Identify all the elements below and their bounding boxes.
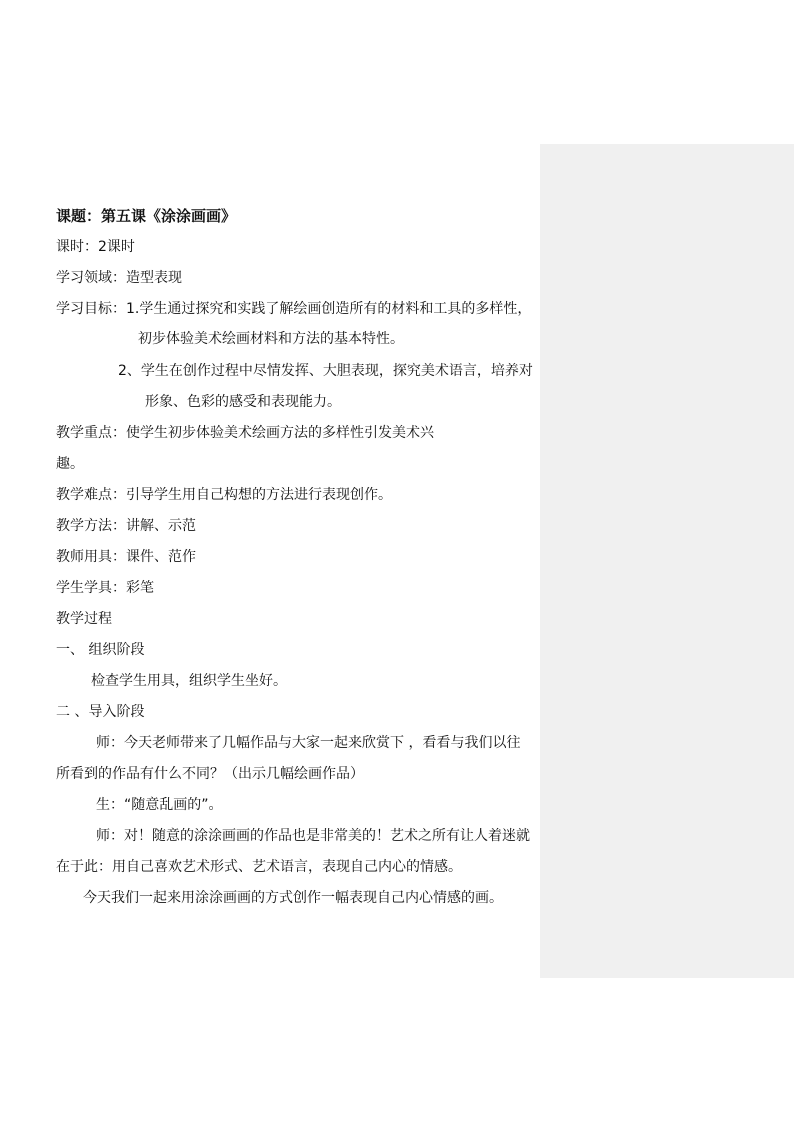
stage-1-heading: 一、 组织阶段 [56, 642, 145, 658]
teaching-difficulty: 教学难点：引导学生用自己构想的方法进行表现创作。 [56, 487, 392, 503]
key-point-line-2: 趣。 [56, 456, 84, 472]
comment-pane [540, 144, 794, 978]
paragraph-1-line-2: 所看到的作品有什么不同？（出示几幅绘画作品） [56, 766, 364, 782]
teaching-method: 教学方法：讲解、示范 [56, 518, 196, 534]
teacher-tools: 教师用具：课件、范作 [56, 549, 196, 565]
learning-goal-2-line-2: 形象、色彩的感受和表现能力。 [145, 394, 341, 410]
lesson-title: 课题：第五课《涂涂画画》 [56, 207, 237, 225]
learning-goal-1-line-1: 学习目标：1.学生通过探究和实践了解绘画创造所有的材料和工具的多样性， [56, 301, 532, 317]
learning-goal-2-line-1: 2、学生在创作过程中尽情发挥、大胆表现，探究美术语言，培养对 [118, 363, 533, 379]
paragraph-4: 今天我们一起来用涂涂画画的方式创作一幅表现自己内心情感的画。 [83, 890, 503, 906]
learning-domain: 学习领域：造型表现 [56, 270, 182, 286]
student-tools: 学生学具：彩笔 [56, 580, 154, 596]
paragraph-3-line-1: 师：对！随意的涂涂画画的作品也是非常美的！艺术之所有让人着迷就 [96, 828, 530, 844]
stage-1-text: 检查学生用具，组织学生坐好。 [91, 673, 287, 689]
key-point-line-1: 教学重点：使学生初步体验美术绘画方法的多样性引发美术兴 [56, 425, 434, 441]
paragraph-2: 生：“随意乱画的”。 [96, 797, 223, 813]
stage-2-heading: 二 、导入阶段 [56, 704, 145, 720]
learning-goal-1-line-2: 初步体验美术绘画材料和方法的基本特性。 [138, 331, 404, 347]
paragraph-1-line-1: 师：今天老师带来了几幅作品与大家一起来欣赏下 ，看看与我们以往 [96, 735, 521, 751]
lesson-hours: 课时：2课时 [56, 239, 135, 255]
process-heading: 教学过程 [56, 611, 112, 627]
paragraph-3-line-2: 在于此：用自己喜欢艺术形式、艺术语言，表现自己内心的情感。 [56, 859, 462, 875]
